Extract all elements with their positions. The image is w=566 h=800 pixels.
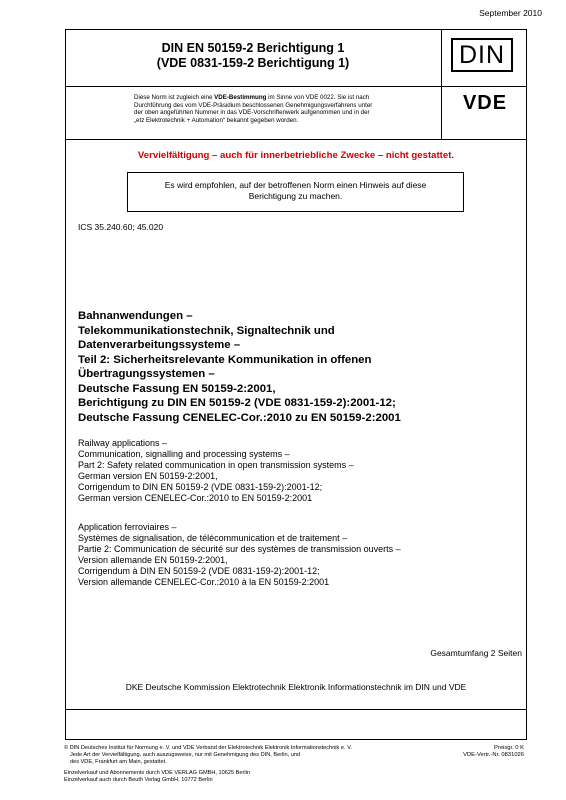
german-title-line: Deutsche Fassung EN 50159-2:2001, <box>78 382 276 395</box>
french-title-line: Systèmes de signalisation, de télécommunication et de traitement – <box>78 533 348 543</box>
english-title-line: Part 2: Safety related communication in open transmission systems – <box>78 460 354 470</box>
english-title-line: Corrigendum to DIN EN 50159-2 (VDE 0831-159-2):2001-12; <box>78 482 323 492</box>
divider-header <box>65 86 527 87</box>
divider-notice <box>65 139 527 140</box>
total-pages: Gesamtumfang 2 Seiten <box>430 648 522 658</box>
copyright-notice: © DIN Deutsches Institut für Normung e. V. und VDE Verband der Elektrotechnik Elektronik Informationstechnik e. V. Jede Art der Vervielfältigung, auch auszugsweise, nur mit Genehmigung des DIN, Berlin, und des VDE, Frankfurt am Main, gestattet. <box>64 745 352 765</box>
german-title-line: Berichtigung zu DIN EN 50159-2 (VDE 0831-159-2):2001-12; <box>78 397 396 409</box>
ics-code: ICS 35.240.60; 45.020 <box>78 222 164 232</box>
din-logo-text: DIN <box>458 40 506 69</box>
correction-hint-box: Es wird empfohlen, auf der betroffenen Norm einen Hinweis auf diese Berichtigung zu machen. <box>127 172 464 212</box>
din-logo <box>451 38 513 72</box>
german-title-line: Datenverarbeitungssysteme – <box>78 339 241 351</box>
french-title <box>78 522 523 588</box>
german-title <box>78 309 523 425</box>
vde-bestimmung-label: VDE-Bestimmung <box>214 94 267 101</box>
french-title-line: Partie 2: Communication de sécurité sur des systèmes de transmission ouverts – <box>78 544 401 554</box>
german-title-line: Telekommunikationstechnik, Signaltechnik und <box>78 324 335 337</box>
french-title-line: Application ferroviaires – <box>78 522 177 532</box>
french-title-line: Version allemande CENELEC-Cor.:2010 à la EN 50159-2:2001 <box>78 577 330 587</box>
french-title-line: Version allemande EN 50159-2:2001, <box>78 555 228 565</box>
publication-date: September 2010 <box>479 8 542 18</box>
vde-order-number: VDE-Vertr.-Nr. 0831026 <box>463 752 524 759</box>
english-title <box>78 438 523 504</box>
price-info <box>463 745 524 759</box>
english-title-line: Communication, signalling and processing systems – <box>78 449 290 459</box>
german-title-line: Teil 2: Sicherheitsrelevante Kommunikation in offenen <box>78 353 372 366</box>
english-title-line: Railway applications – <box>78 438 168 448</box>
copy-warning: Vervielfältigung – auch für innerbetriebliche Zwecke – nicht gestattet. <box>137 150 455 161</box>
german-title-line: Deutsche Fassung CENELEC-Cor.:2010 zu EN 50159-2:2001 <box>78 411 401 424</box>
divider-footer <box>65 709 527 710</box>
sales-info: Einzelverkauf und Abonnements durch VDE VERLAG GMBH, 10625 Berlin Einzelverkauf auch durch Beuth Verlag GmbH, 10772 Berlin <box>64 770 250 784</box>
english-title-line: German version CENELEC-Cor.:2010 to EN 50159-2:2001 <box>78 493 313 503</box>
german-title-line: Bahnanwendungen – <box>78 310 193 322</box>
vde-logo: VDE <box>462 92 508 114</box>
vde-notice: Diese Norm ist zugleich eine VDE-Bestimmung im Sinne von VDE 0022. Sie ist nach Durchführung des vom VDE-Präsidium beschlossenen Genehmigungsverfahrens unter der oben angeführten Nummer in das VDE-Vorschriftenwerk aufgenommen und in der „etz Elektrotechnik + Automation“ bekannt gegeben worden. <box>134 94 373 124</box>
english-title-line: German version EN 50159-2:2001, <box>78 471 218 481</box>
french-title-line: Corrigendum à DIN EN 50159-2 (VDE 0831-159-2):2001-12; <box>78 566 320 576</box>
price-group: Preisgr. 0 K <box>494 745 524 751</box>
divider-logo-column <box>441 29 442 139</box>
vde-classification: (VDE 0831-159-2 Berichtigung 1) <box>156 56 350 70</box>
german-title-line: Übertragungssystemen – <box>78 368 215 380</box>
document-number: DIN EN 50159-2 Berichtigung 1 <box>161 41 345 55</box>
dke-line: DKE Deutsche Kommission Elektrotechnik Elektronik Informationstechnik im DIN und VDE <box>125 682 467 692</box>
document-title <box>65 41 441 71</box>
